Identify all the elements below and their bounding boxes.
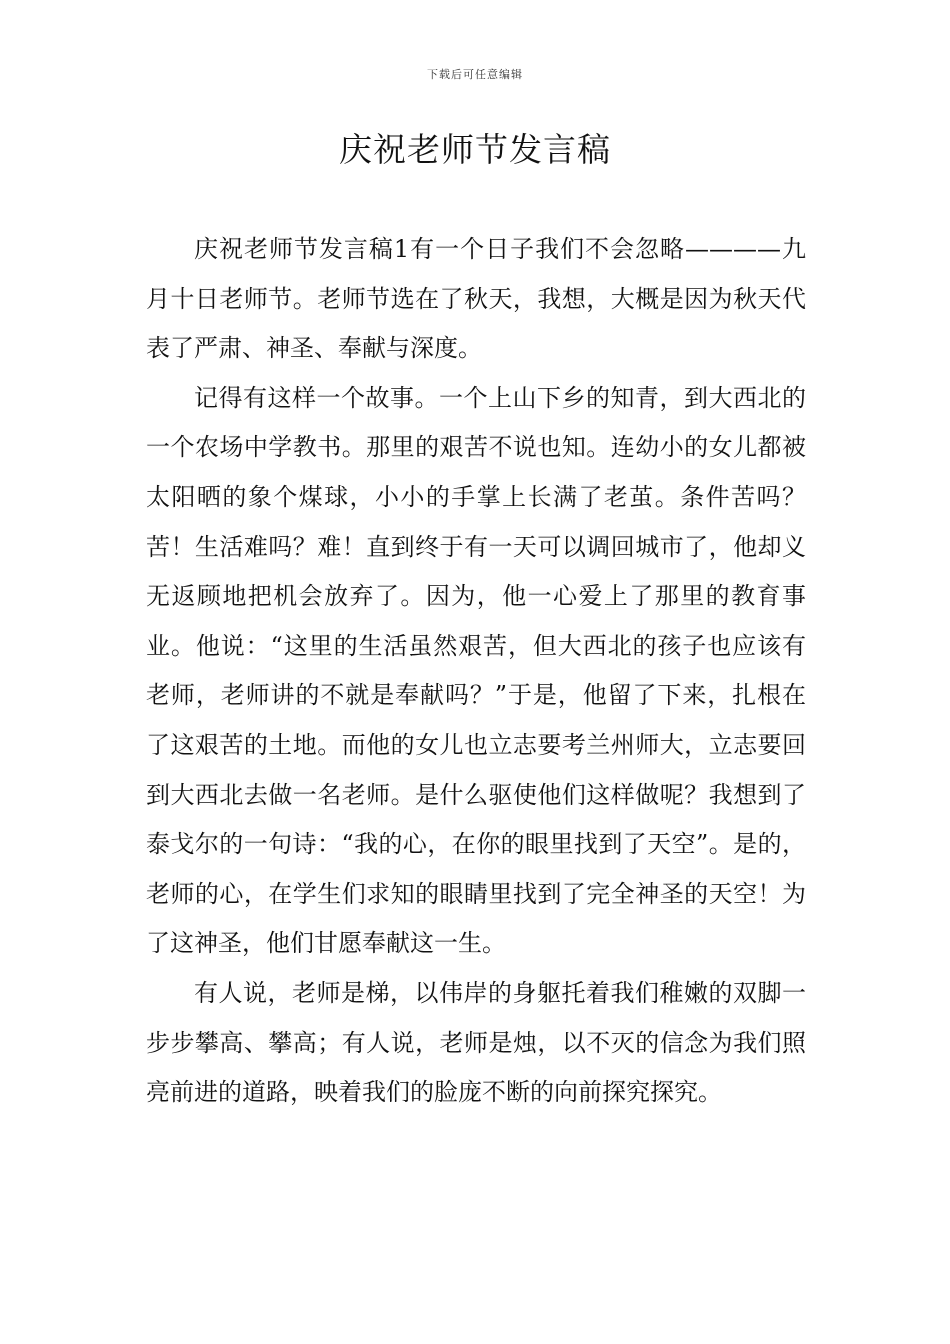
- page-title: 庆祝老师节发言稿: [339, 130, 611, 169]
- paragraph-3: 有人说，老师是梯，以伟岸的身躯托着我们稚嫩的双脚一步步攀高、攀高；有人说，老师是烛，以不灭的信念为我们照亮前进的道路，映着我们的脸庞不断的向前探究探究。: [146, 978, 806, 1107]
- document-body: [146, 225, 806, 1118]
- header-note: 下载后可任意编辑: [427, 68, 523, 81]
- paragraph-1: 庆祝老师节发言稿1有一个日子我们不会忽略————九月十日老师节。老师节选在了秋天，我想，大概是因为秋天代表了严肃、神圣、奉献与深度。: [146, 235, 806, 363]
- paragraph-2: 记得有这样一个故事。一个上山下乡的知青，到大西北的一个农场中学教书。那里的艰苦不说也知。连幼小的女儿都被太阳晒的象个煤球，小小的手掌上长满了老茧。条件苦吗？苦！生活难吗？难！直到终于有一天可以调回城市了，他却义无返顾地把机会放弃了。因为，他一心爱上了那里的教育事业。他说：“这里的生活虽然艰苦，但大西北的孩子也应该有老师，老师讲的不就是奉献吗？”于是，他留了下来，扎根在了这艰苦的土地。而他的女儿也立志要考兰州师大，立志要回到大西北去做一名老师。是什么驱使他们这样做呢？我想到了泰戈尔的一句诗：“我的心，在你的眼里找到了天空”。是的，老师的心，在学生们求知的眼睛里找到了完全神圣的天空！为了这神圣，他们甘愿奉献这一生。: [146, 383, 806, 958]
